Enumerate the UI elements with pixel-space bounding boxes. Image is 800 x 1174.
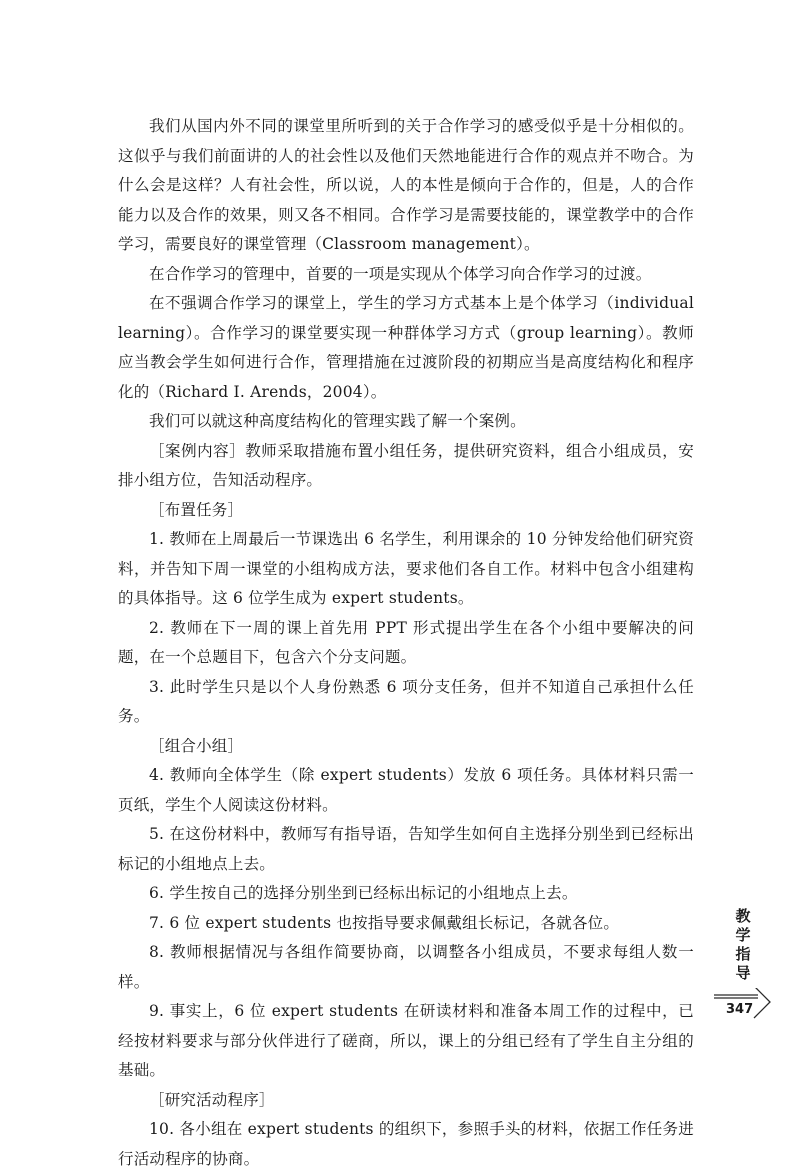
paragraph: 在合作学习的管理中，首要的一项是实现从个体学习向合作学习的过渡。 — [149, 264, 652, 283]
list-item: 6. 学生按自己的选择分别坐到已经标出标记的小组地点上去。 — [149, 884, 578, 902]
list-item: 10. 各小组在 expert students 的组织下，参照手头的材料，依据工作任务进行活动程序的协商。 — [118, 1120, 694, 1168]
page-number-marker — [714, 988, 774, 1022]
section-heading-form-groups: ［组合小组］ — [149, 736, 244, 755]
paragraph: 我们从国内外不同的课堂里所听到的关于合作学习的感受似乎是十分相似的。这似乎与我们前面讲的人的社会性以及他们天然地能进行合作的观点并不吻合。为什么会是这样？人有社会性，所以说，人的本性是倾向于合作的，但是，人的合作能力以及合作的效果，则又各不相同。合作学习是需要技能的，课堂教学中的合作学习，需要良好的课堂管理（Classroom management）。 — [118, 117, 694, 253]
page-body — [118, 112, 694, 1174]
list-item: 8. 教师根据情况与各组作简要协商，以调整各小组成员，不要求每组人数一样。 — [118, 943, 694, 991]
paragraph: 我们可以就这种高度结构化的管理实践了解一个案例。 — [149, 412, 526, 430]
section-heading-assign-tasks: ［布置任务］ — [149, 500, 244, 519]
list-item: 9. 事实上，6 位 expert students 在研读材料和准备本周工作的过程中，已经按材料要求与部分伙伴进行了磋商，所以，课上的分组已经有了学生自主分组的基础。 — [118, 1002, 694, 1079]
list-item: 7. 6 位 expert students 也按指导要求佩戴组长标记，各就各位。 — [149, 913, 620, 932]
page-number: 347 — [726, 1002, 754, 1017]
paragraph: 在不强调合作学习的课堂上，学生的学习方式基本上是个体学习（individual learning）。合作学习的课堂要实现一种群体学习方式（group learning）。教师应当教会学生如何进行合作，管理措施在过渡阶段的初期应当是高度结构化和程序化的（Richard I. Arends，2004）。 — [118, 294, 694, 401]
section-heading-activity-procedure: ［研究活动程序］ — [149, 1090, 275, 1109]
list-item: 4. 教师向全体学生（除 expert students）发放 6 项任务。具体材料只需一页纸，学生个人阅读这份材料。 — [118, 766, 694, 814]
list-item: 3. 此时学生只是以个人身份熟悉 6 项分支任务，但并不知道自己承担什么任务。 — [118, 677, 694, 725]
case-content-paragraph: ［案例内容］教师采取措施布置小组任务，提供研究资料，组合小组成员，安排小组方位，告知活动程序。 — [118, 441, 694, 489]
side-section-label: 教学指导 — [735, 907, 751, 982]
list-item: 2. 教师在下一周的课上首先用 PPT 形式提出学生在各个小组中要解决的问题，在一个总题目下，包含六个分支问题。 — [118, 618, 694, 666]
list-item: 1. 教师在上周最后一节课选出 6 名学生，利用课余的 10 分钟发给他们研究资料，并告知下周一课堂的小组构成方法，要求他们各自工作。材料中包含小组建构的具体指导。这 6 位学生成为 expert students。 — [118, 530, 694, 607]
list-item: 5. 在这份材料中，教师写有指导语，告知学生如何自主选择分别坐到已经标出标记的小组地点上去。 — [118, 825, 694, 873]
